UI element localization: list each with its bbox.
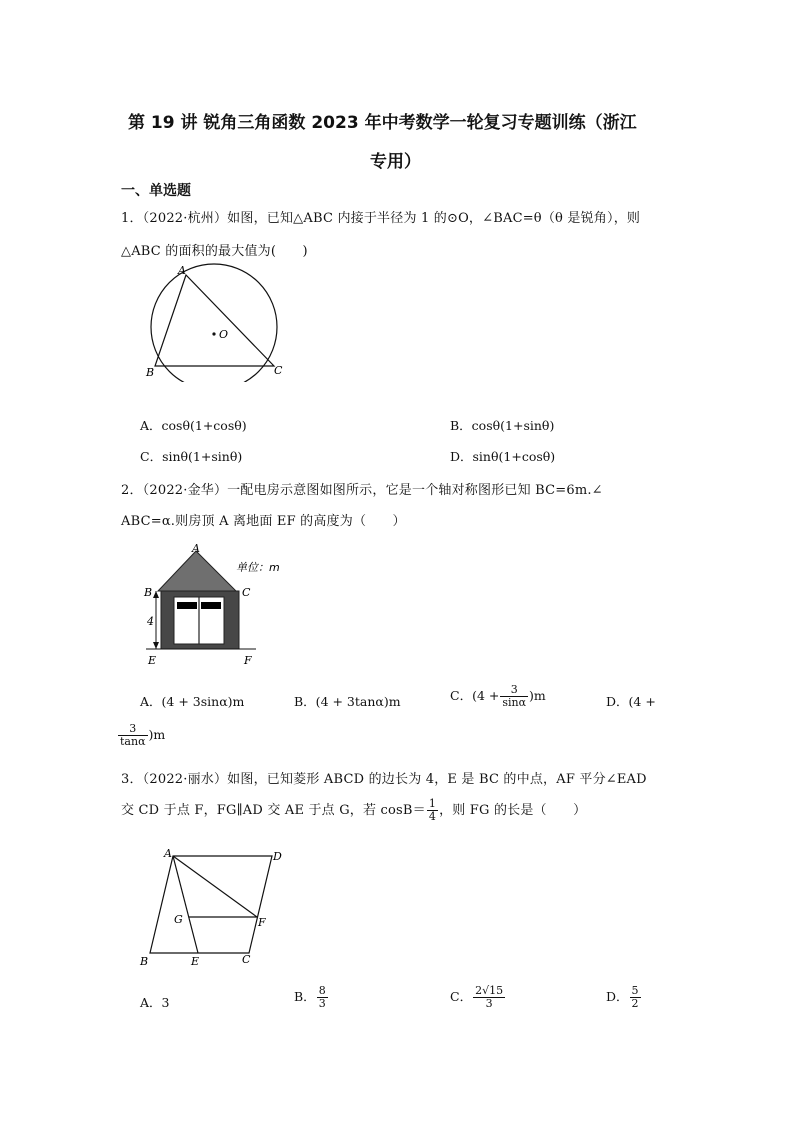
q3-option-b-prefix: B．: [294, 989, 316, 1004]
q2-option-c-numerator: 3: [500, 684, 528, 697]
q3-cosb-denominator: 4: [428, 810, 437, 823]
q3-label-f: F: [258, 916, 266, 929]
q3-option-b[interactable]: [294, 985, 329, 1010]
q3-option-c-denominator: 3: [485, 997, 493, 1010]
q2-option-a[interactable]: A．(4 + 3sinα)m: [140, 694, 245, 709]
q2-label-a: A: [192, 542, 200, 555]
q3-stem-line2: [121, 798, 586, 823]
q3-stem-line1: 3．（2022·丽水）如图，已知菱形 ABCD 的边长为 4，E 是 BC 的中点，AF 平分∠EAD: [121, 772, 647, 787]
q3-label-e: E: [191, 955, 200, 968]
q3-stem-line2-prefix: 交 CD 于点 F，FG∥AD 交 AE 于点 G，若 cosB＝: [121, 803, 426, 818]
q2-option-c-prefix: C．(4 +: [450, 688, 500, 703]
q1-option-b[interactable]: B．cosθ(1+sinθ): [450, 418, 555, 433]
q2-option-c-suffix: )m: [529, 688, 546, 703]
q1-figure-circle-triangle: [140, 262, 300, 382]
q1-label-o: O: [219, 328, 229, 341]
q1-stem-line2: △ABC 的面积的最大值为( ): [121, 244, 308, 259]
q3-label-c: C: [242, 953, 251, 966]
q2-unit-label: 单位：m: [236, 561, 280, 574]
q1-label-c: C: [274, 364, 283, 377]
q2-option-d[interactable]: [606, 692, 656, 710]
q3-option-c-prefix: C．: [450, 989, 473, 1004]
q2-option-c[interactable]: [450, 684, 546, 709]
q1-label-b: B: [146, 366, 155, 379]
page-title: 第 19 讲 锐角三角函数 2023 年中考数学一轮复习专题训练（浙江: [128, 113, 637, 133]
q3-option-d-denominator: 2: [631, 997, 639, 1010]
q2-option-c-denominator: sinα: [502, 696, 527, 709]
q2-option-b[interactable]: B．(4 + 3tanα)m: [294, 694, 401, 709]
q3-option-c[interactable]: [450, 985, 506, 1010]
q2-stem-line1: 2．（2022·金华）一配电房示意图如图所示，它是一个轴对称图形已知 BC=6m.∠: [121, 483, 603, 498]
q2-label-height: 4: [147, 615, 154, 628]
q3-option-d-prefix: D．: [606, 989, 629, 1004]
q3-label-a: A: [164, 847, 172, 860]
q1-option-c[interactable]: C．sinθ(1+sinθ): [140, 449, 243, 464]
q2-stem-line2: ABC=α.则房顶 A 离地面 EF 的高度为（ ）: [121, 514, 406, 529]
section-heading: 一、单选题: [121, 183, 191, 199]
q3-option-b-fraction: [317, 985, 328, 1010]
q3-label-d: D: [273, 850, 282, 863]
q3-option-d-fraction: [630, 985, 641, 1010]
q2-label-e: E: [148, 654, 157, 667]
q2-option-c-fraction: [500, 684, 528, 709]
q3-option-c-fraction: [473, 985, 505, 1010]
q2-option-d-fraction: [118, 723, 148, 748]
q2-option-d-numerator: 3: [118, 723, 148, 736]
q3-option-b-numerator: 8: [318, 984, 326, 997]
q2-option-d-prefix: D．(4 +: [606, 694, 656, 709]
q3-label-g: G: [174, 913, 183, 926]
page-title-line2: 专用）: [370, 152, 421, 172]
q3-stem-line2-suffix: ，则 FG 的长是（ ）: [439, 803, 587, 818]
q3-option-c-numerator: 2√15: [475, 984, 504, 997]
q1-label-a: A: [178, 264, 186, 277]
q3-label-b: B: [140, 955, 149, 968]
q1-option-a[interactable]: A．cosθ(1+cosθ): [140, 418, 247, 433]
q3-option-d[interactable]: [606, 985, 642, 1010]
q3-option-d-numerator: 5: [631, 984, 639, 997]
q2-option-d-suffix: )m: [148, 727, 166, 742]
q3-option-a[interactable]: A．3: [140, 995, 170, 1010]
q1-option-d[interactable]: D．sinθ(1+cosθ): [450, 449, 556, 464]
q3-cosb-numerator: 1: [428, 797, 437, 810]
q2-label-c: C: [242, 586, 251, 599]
q2-option-d-denominator: tanα: [120, 735, 146, 748]
q2-label-f: F: [244, 654, 252, 667]
q3-figure-rhombus: [136, 844, 296, 972]
q2-figure-power-room: [140, 540, 300, 672]
q2-label-b: B: [144, 586, 153, 599]
q3-cosb-fraction: [427, 798, 438, 823]
q2-option-d-continued: [117, 723, 165, 748]
q1-stem-line1: 1．（2022·杭州）如图，已知△ABC 内接于半径为 1 的⊙O，∠BAC=θ（θ 是锐角），则: [121, 211, 641, 226]
q3-option-b-denominator: 3: [318, 997, 326, 1010]
